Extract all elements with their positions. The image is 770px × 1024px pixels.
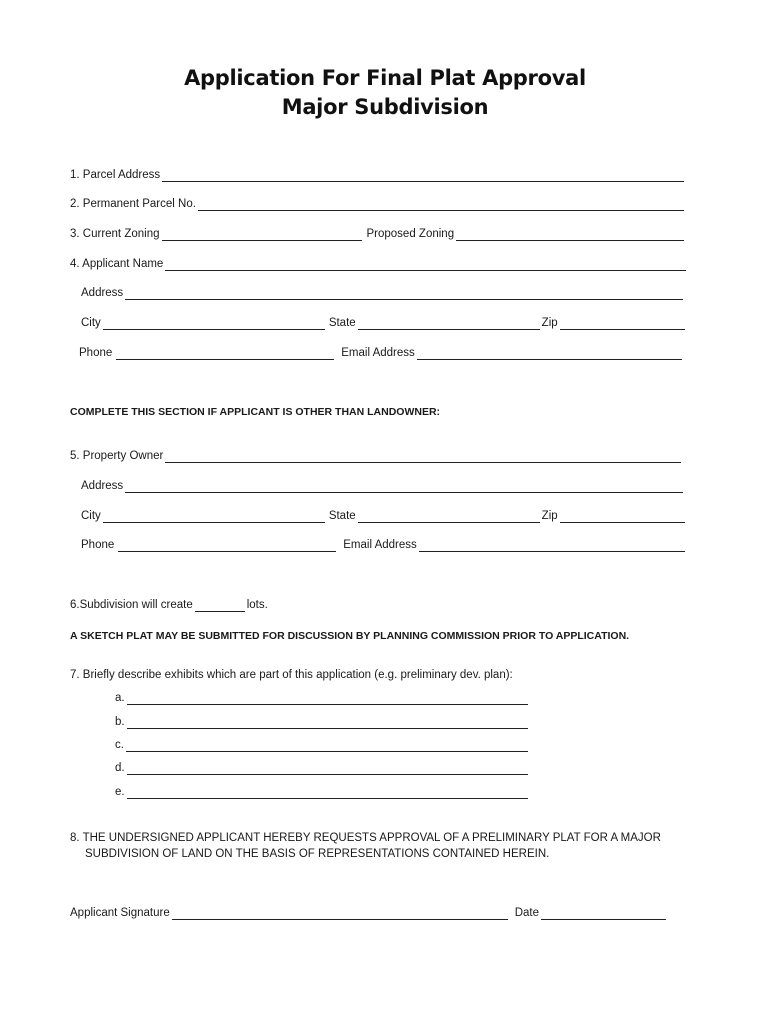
property-owner-label: 5. Property Owner: [70, 450, 164, 462]
date-field[interactable]: [541, 908, 666, 920]
lots-suffix: lots.: [246, 599, 268, 611]
applicant-state-label: State: [328, 317, 356, 329]
applicant-phone-field[interactable]: [116, 348, 334, 360]
owner-city-label: City: [81, 510, 101, 522]
signature-row: [70, 906, 668, 920]
exhibits-prompt-row: [70, 668, 690, 682]
exhibit-field-e[interactable]: [127, 787, 528, 799]
owner-city-field[interactable]: [103, 511, 325, 523]
parcel-number-label: 2. Permanent Parcel No.: [70, 198, 196, 210]
request-line-1: 8. THE UNDERSIGNED APPLICANT HEREBY REQUESTS APPROVAL OF A PRELIMINARY PLAT FOR A MAJOR: [70, 832, 661, 844]
applicant-address-label: Address: [81, 287, 124, 299]
parcel-number-row: [70, 197, 686, 211]
request-paragraph: [70, 830, 710, 862]
exhibit-field-d[interactable]: [127, 763, 528, 775]
applicant-address-row: [81, 286, 685, 300]
owner-address-row: [81, 479, 685, 493]
current-zoning-field[interactable]: [162, 229, 362, 241]
owner-section-heading: [70, 405, 686, 419]
exhibit-row-b: [115, 715, 530, 729]
exhibit-label-e: e.: [115, 786, 125, 798]
zoning-row: [70, 227, 686, 241]
applicant-phone-label: Phone: [79, 347, 113, 359]
form-title: Application For Final Plat Approval: [184, 66, 586, 90]
exhibit-row-e: [115, 785, 530, 799]
exhibit-row-c: [115, 738, 530, 752]
request-line-2: SUBDIVISION OF LAND ON THE BASIS OF REPRESENTATIONS CONTAINED HEREIN.: [85, 848, 550, 860]
applicant-city-label: City: [81, 317, 101, 329]
applicant-email-field[interactable]: [417, 348, 682, 360]
exhibit-label-b: b.: [115, 716, 125, 728]
applicant-name-field[interactable]: [165, 259, 686, 271]
signature-label: Applicant Signature: [70, 907, 170, 919]
exhibit-field-b[interactable]: [127, 717, 528, 729]
sketch-note: [70, 629, 690, 643]
lots-count-field[interactable]: [195, 600, 245, 612]
applicant-address-field[interactable]: [125, 288, 683, 300]
owner-zip-label: Zip: [541, 510, 558, 522]
exhibits-prompt: 7. Briefly describe exhibits which are part of this application (e.g. preliminary dev. plan):: [70, 669, 513, 681]
parcel-address-label: 1. Parcel Address: [70, 169, 161, 181]
owner-state-field[interactable]: [358, 511, 540, 523]
signature-field[interactable]: [172, 908, 508, 920]
property-owner-row: [70, 449, 683, 463]
lots-prefix: 6.Subdivision will create: [70, 599, 193, 611]
owner-address-field[interactable]: [125, 481, 683, 493]
applicant-zip-field[interactable]: [560, 318, 685, 330]
exhibit-field-a[interactable]: [127, 693, 528, 705]
applicant-email-label: Email Address: [341, 347, 415, 359]
form-subtitle: Major Subdivision: [281, 95, 489, 119]
applicant-city-field[interactable]: [103, 318, 325, 330]
owner-email-label: Email Address: [343, 539, 417, 551]
parcel-address-field[interactable]: [162, 170, 684, 182]
applicant-zip-label: Zip: [541, 317, 558, 329]
exhibit-label-c: c.: [115, 739, 124, 751]
applicant-name-label: 4. Applicant Name: [70, 258, 164, 270]
owner-phone-field[interactable]: [118, 540, 336, 552]
owner-state-label: State: [328, 510, 356, 522]
exhibit-label-a: a.: [115, 692, 125, 704]
parcel-number-field[interactable]: [198, 199, 684, 211]
exhibit-row-a: [115, 691, 530, 705]
owner-email-field[interactable]: [419, 540, 685, 552]
owner-phone-label: Phone: [81, 539, 115, 551]
owner-address-label: Address: [81, 480, 124, 492]
applicant-phone-row: [79, 346, 684, 360]
exhibit-field-c[interactable]: [126, 740, 528, 752]
exhibit-label-d: d.: [115, 762, 125, 774]
proposed-zoning-field[interactable]: [456, 229, 684, 241]
owner-city-row: [81, 509, 687, 523]
lots-row: [70, 598, 370, 612]
proposed-zoning-label: Proposed Zoning: [366, 228, 455, 240]
owner-section-heading-text: COMPLETE THIS SECTION IF APPLICANT IS OTHER THAN LANDOWNER:: [70, 406, 441, 418]
applicant-name-row: [70, 257, 688, 271]
exhibit-row-d: [115, 761, 530, 775]
parcel-address-row: [70, 168, 686, 182]
owner-phone-row: [81, 538, 687, 552]
property-owner-field[interactable]: [165, 451, 681, 463]
owner-zip-field[interactable]: [560, 511, 685, 523]
applicant-city-row: [81, 316, 687, 330]
current-zoning-label: 3. Current Zoning: [70, 228, 160, 240]
sketch-note-text: A SKETCH PLAT MAY BE SUBMITTED FOR DISCUSSION BY PLANNING COMMISSION PRIOR TO APPLICATION.: [70, 630, 630, 642]
applicant-state-field[interactable]: [358, 318, 540, 330]
date-label: Date: [514, 907, 540, 919]
